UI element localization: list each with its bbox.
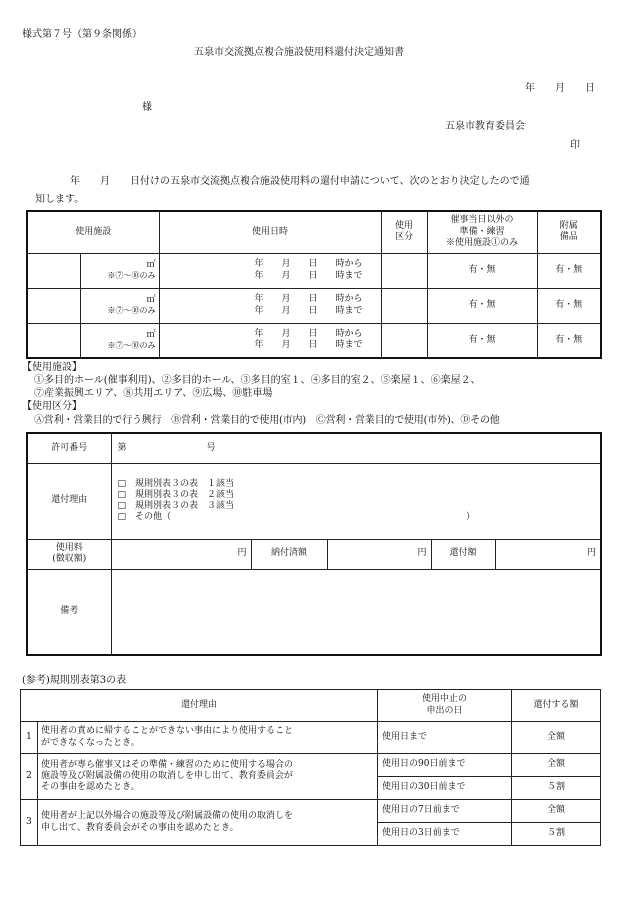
decision-table [26, 432, 602, 656]
reference-table [20, 689, 601, 846]
document-title: 五泉市交流拠点複合施設使用料還付決定通知書 [194, 47, 404, 58]
addressee-suffix: 様 [142, 102, 152, 113]
facility-cell[interactable] [27, 288, 80, 323]
table-row [27, 288, 601, 323]
header-other-days: 催事当日以外の 準備・練習 ※使用施設①のみ [427, 211, 537, 253]
remarks-field[interactable] [111, 569, 601, 655]
attached-cell[interactable]: 有・無 [537, 253, 601, 288]
datetime-cell[interactable]: 年 月 日 時から 年 月 日 時まで [159, 253, 381, 288]
intro-line-1: 年 月 日付けの五泉市交流拠点複合施設使用料の還付申請について、次のとおり決定したので通 [70, 176, 530, 187]
header-facility: 使用施設 [27, 211, 159, 253]
form-number: 様式第７号（第９条関係） [22, 29, 142, 40]
attached-cell[interactable]: 有・無 [537, 323, 601, 358]
ref-row-date: 使用日の3日前まで [378, 823, 512, 846]
category-cell[interactable] [381, 323, 427, 358]
area-cell[interactable]: ㎡ ※⑦～⑩のみ [80, 253, 159, 288]
ref-row-reason: 使用者が専ら催事又はその準備・練習のために使用する場合の 施設等及び附属設備の使用の取消しを申し出て、教育委員会が その事由を認めたとき。 [38, 754, 378, 800]
header-attached: 附属 備品 [537, 211, 601, 253]
datetime-cell[interactable]: 年 月 日 時から 年 月 日 時まで [159, 323, 381, 358]
refund-amount-field[interactable]: 円 [495, 539, 601, 569]
facility-cell[interactable] [27, 253, 80, 288]
intro-line-2: 知します。 [35, 194, 85, 205]
category-legend-line-1: Ⓐ営利・営業目的で行う興行 Ⓑ営利・営業目的で使用(市内) Ⓒ営利・営業目的で使用(市外)、Ⓓその他 [34, 415, 500, 426]
paid-amount-field[interactable]: 円 [327, 539, 431, 569]
ref-row-amount: 全額 [512, 800, 601, 823]
ref-row-date: 使用日の90日前まで [378, 754, 512, 777]
reference-header [21, 690, 601, 722]
fee-row [27, 539, 601, 569]
header-datetime: 使用日時 [159, 211, 381, 253]
category-cell[interactable] [381, 253, 427, 288]
permit-row [27, 433, 601, 463]
ref-row-number: 3 [21, 800, 38, 846]
ref-header-amount: 還付する額 [512, 690, 601, 722]
issuer-name: 五泉市教育委員会 [445, 121, 525, 132]
remarks-row [27, 569, 601, 655]
remarks-label: 備考 [27, 569, 111, 655]
ref-row-reason: 使用者が上記以外場合の施設等及び附属設備の使用の取消しを 申し出て、教育委員会がその事由を認めたとき。 [38, 800, 378, 846]
facility-cell[interactable] [27, 323, 80, 358]
ref-row-amount: ５割 [512, 777, 601, 800]
reason-checkbox-3[interactable]: □ 規則別表３の表 ３該当 [117, 501, 235, 511]
table-row [27, 323, 601, 358]
ref-row-reason: 使用者の責めに帰することができない事由により使用すること ができなくなったとき。 [38, 722, 378, 754]
ref-row-date: 使用日の30日前まで [378, 777, 512, 800]
reason-row [27, 463, 601, 539]
usage-table [26, 210, 602, 359]
ref-row-date: 使用日まで [378, 722, 512, 754]
seal-mark: 印 [570, 140, 580, 151]
ref-row-number: 2 [21, 754, 38, 800]
other-days-cell[interactable]: 有・無 [427, 288, 537, 323]
category-cell[interactable] [381, 288, 427, 323]
ref-header-cancel-date: 使用中止の 申出の日 [378, 690, 512, 722]
table-row [27, 253, 601, 288]
refund-reason-options[interactable] [111, 463, 601, 539]
permit-number-label: 許可番号 [27, 433, 111, 463]
datetime-cell[interactable]: 年 月 日 時から 年 月 日 時まで [159, 288, 381, 323]
reason-checkbox-1[interactable]: □ 規則別表３の表 １該当 [117, 478, 235, 489]
other-days-cell[interactable]: 有・無 [427, 323, 537, 358]
attached-cell[interactable]: 有・無 [537, 288, 601, 323]
permit-number-field[interactable]: 第 号 [111, 433, 601, 463]
table-row [21, 754, 601, 777]
facility-legend-line-1: ①多目的ホール(催事利用)、②多目的ホール、③多目的室１、④多目的室２、⑤楽屋１、⑥楽屋２、 [34, 375, 481, 386]
fee-amount-field[interactable]: 円 [111, 539, 251, 569]
facility-legend-heading: 【使用施設】 [22, 362, 82, 373]
reference-heading: (参考)規則別表第3の表 [22, 675, 127, 686]
reason-checkbox-other[interactable]: □ その他（ ） [117, 512, 476, 523]
ref-header-reason: 還付理由 [21, 690, 378, 722]
fee-label: 使用料 (徴収額) [27, 539, 111, 569]
ref-row-amount: 全額 [512, 754, 601, 777]
usage-table-header [27, 211, 601, 253]
area-cell[interactable]: ㎡ ※⑦～⑩のみ [80, 288, 159, 323]
category-legend-heading: 【使用区分】 [22, 401, 82, 412]
ref-row-date: 使用日の7日前まで [378, 800, 512, 823]
header-category: 使用 区分 [381, 211, 427, 253]
ref-row-amount: 全額 [512, 722, 601, 754]
refund-amount-label: 還付額 [431, 539, 495, 569]
table-row [21, 800, 601, 823]
ref-row-number: 1 [21, 722, 38, 754]
reason-checkbox-2[interactable]: □ 規則別表３の表 ２該当 [117, 489, 235, 500]
ref-row-amount: ５割 [512, 823, 601, 846]
facility-legend-line-2: ⑦産業振興エリア、⑧共用エリア、⑨広場、⑩駐車場 [34, 388, 273, 399]
refund-reason-label: 還付理由 [27, 463, 111, 539]
table-row [21, 722, 601, 754]
area-cell[interactable]: ㎡ ※⑦～⑩のみ [80, 323, 159, 358]
other-days-cell[interactable]: 有・無 [427, 253, 537, 288]
issue-date: 年 月 日 [525, 83, 595, 94]
paid-amount-label: 納付済額 [251, 539, 327, 569]
